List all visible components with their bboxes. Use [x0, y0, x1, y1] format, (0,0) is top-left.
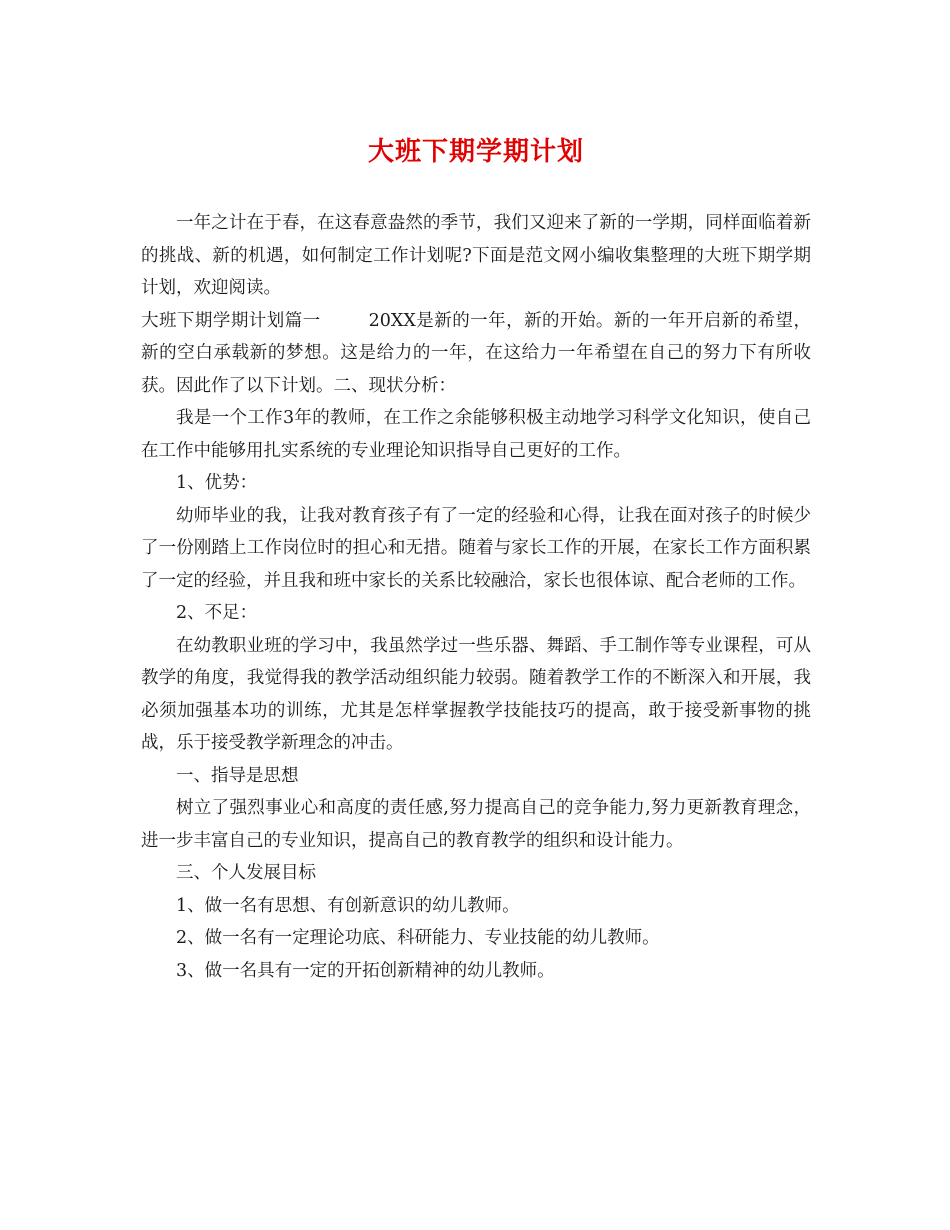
shortage-paragraph: 在幼教职业班的学习中，我虽然学过一些乐器、舞蹈、手工制作等专业课程，可从教学的角度，我觉得我的教学活动组织能力较弱。随着教学工作的不断深入和开展，我必须加强基本功的训练，尤其是怎样掌握教学技能技巧的提高，敢于接受新事物的挑战，乐于接受教学新理念的冲击。 — [141, 635, 811, 753]
guiding-heading: 一、指导是思想 — [176, 765, 299, 786]
advantage-heading: 1、优势： — [176, 473, 258, 493]
section1-text: 20XX是新的一年，新的开始。新的一年开启新的希望，新的空白承载新的梦想。这是给力的一年，在这给力一年希望在自己的努力下有所收获。因此作了以下计划。二、现状分析： — [141, 310, 812, 396]
document-body — [141, 130, 811, 987]
guiding-paragraph: 树立了强烈事业心和高度的责任感,努力提高自己的竞争能力,努力更新教育理念，进一步丰富自己的专业知识，提高自己的教育教学的组织和设计能力。 — [141, 798, 811, 851]
goal-item-3: 3、做一名具有一定的开拓创新精神的幼儿教师。 — [176, 960, 555, 981]
document-title: 大班下期学期计划 — [367, 137, 584, 167]
section1-paragraph — [141, 305, 811, 403]
advantage-paragraph: 幼师毕业的我，让我对教育孩子有了一定的经验和心得，让我在面对孩子的时候少了一份刚踏上工作岗位时的担心和无措。随着与家长工作的开展，在家长工作方面积累了一定的经验，并且我和班中家长的关系比较融洽，家长也很体谅、配合老师的工作。 — [141, 505, 811, 591]
teacher-paragraph: 我是一个工作3年的教师，在工作之余能够积极主动地学习科学文化知识，使自己在工作中能够用扎实系统的专业理论知识指导自己更好的工作。 — [141, 408, 811, 461]
section1-label: 大班下期学期计划篇一 — [141, 310, 321, 331]
intro-paragraph: 一年之计在于春，在这春意盎然的季节，我们又迎来了新的一学期，同样面临着新的挑战、新的机遇，如何制定工作计划呢?下面是范文网小编收集整理的大班下期学期计划，欢迎阅读。 — [141, 213, 811, 298]
goal-item-1: 1、做一名有思想、有创新意识的幼儿教师。 — [176, 895, 520, 916]
goal-item-2: 2、做一名有一定理论功底、科研能力、专业技能的幼儿教师。 — [176, 928, 660, 948]
shortage-heading: 2、不足： — [176, 603, 258, 623]
goals-heading: 三、个人发展目标 — [176, 863, 316, 883]
